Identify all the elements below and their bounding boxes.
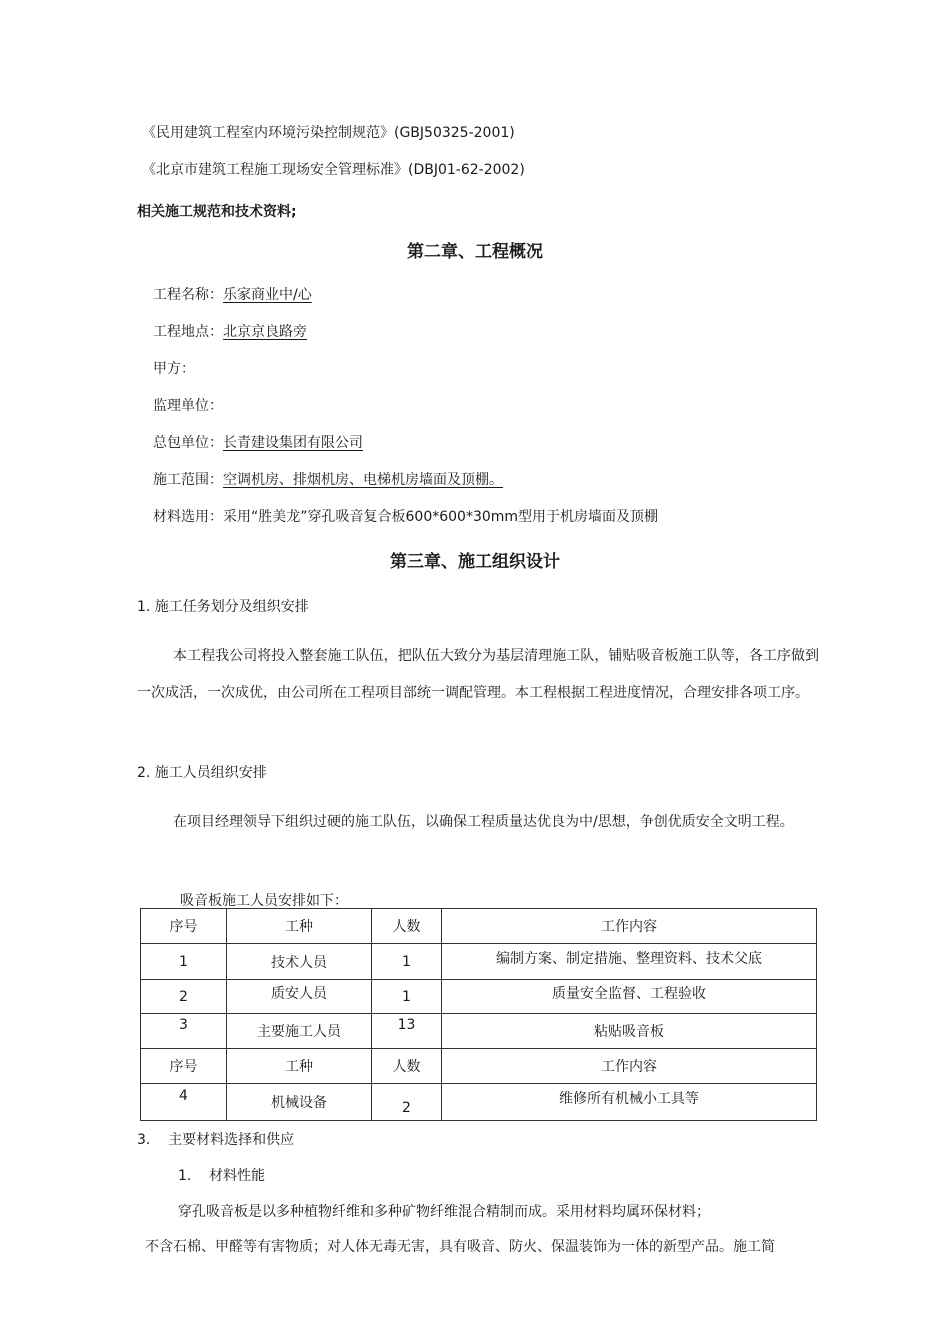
table-cell: 粘贴吸音板 bbox=[442, 1014, 817, 1049]
field-supervisor bbox=[153, 396, 223, 416]
table-cell: 1 bbox=[372, 944, 442, 980]
field-label: 材料选用： bbox=[153, 509, 223, 525]
table-cell: 机械设备 bbox=[227, 1084, 372, 1121]
table-row bbox=[141, 1084, 817, 1121]
table-cell: 质量安全监督、工程验收 bbox=[442, 980, 817, 1014]
section1-body: 本工程我公司将投入整套施工队伍，把队伍大致分为基层清理施工队，铺贴吸音板施工队等，各工序做到一次成活，一次成优，由公司所在工程项目部统一调配管理。本工程根据工程进度情况，合理安排各项工序。 bbox=[137, 648, 819, 701]
table-cell: 2 bbox=[372, 1084, 442, 1121]
table-cell: 质安人员 bbox=[227, 980, 372, 1014]
chapter3-title: 第三章、施工组织设计 bbox=[390, 552, 560, 572]
table-header-row bbox=[141, 1049, 817, 1084]
field-material bbox=[153, 507, 658, 527]
field-label: 工程地点： bbox=[153, 324, 223, 340]
chapter2-title: 第二章、工程概况 bbox=[407, 242, 543, 262]
table-cell: 2 bbox=[141, 980, 227, 1014]
section3-body-line1: 穿孔吸音板是以多种植物纤维和多种矿物纤维混合精制而成。采用材料均属环保材料； bbox=[178, 1204, 710, 1220]
table-cell: 编制方案、制定措施、整理资料、技术父底 bbox=[442, 944, 817, 980]
field-value: 北京京良路旁 bbox=[223, 324, 307, 340]
section1-title: 1. 施工任务划分及组织安排 bbox=[137, 599, 309, 615]
related-standards: 相关施工规范和技术资料; bbox=[137, 204, 297, 220]
field-project-location bbox=[153, 322, 307, 342]
table-cell: 3 bbox=[141, 1014, 227, 1049]
section3-body-line2: 不含石棉、甲醛等有害物质；对人体无毒无害，具有吸音、防火、保温装饰为一体的新型产品。施工简 bbox=[145, 1239, 775, 1255]
table-cell: 1 bbox=[372, 980, 442, 1014]
table-row bbox=[141, 1014, 817, 1049]
field-value: 空调机房、排烟机房、电梯机房墙面及顶棚。 bbox=[223, 472, 503, 488]
table-cell: 工作内容 bbox=[442, 1049, 817, 1084]
table-cell: 工作内容 bbox=[442, 909, 817, 944]
reference-2: 《北京市建筑工程施工现场安全管理标准》(DBJ01-62-2002) bbox=[142, 162, 525, 178]
table-cell: 1 bbox=[141, 944, 227, 980]
table-cell: 主要施工人员 bbox=[227, 1014, 372, 1049]
field-value: 长青建设集团有限公司 bbox=[223, 435, 363, 451]
field-party-a bbox=[153, 359, 195, 379]
table-caption: 吸音板施工人员安排如下： bbox=[180, 893, 348, 909]
table-cell: 工种 bbox=[227, 909, 372, 944]
table-row bbox=[141, 980, 817, 1014]
table-cell: 序号 bbox=[141, 909, 227, 944]
section3-subtitle: 1. 材料性能 bbox=[178, 1168, 266, 1184]
table-cell: 13 bbox=[372, 1014, 442, 1049]
field-general-contractor bbox=[153, 433, 363, 453]
section2-title: 2. 施工人员组织安排 bbox=[137, 765, 267, 781]
section3-title: 3. 主要材料选择和供应 bbox=[137, 1132, 295, 1148]
field-label: 总包单位： bbox=[153, 435, 223, 451]
field-label: 施工范围： bbox=[153, 472, 223, 488]
table-cell: 维修所有机械小工具等 bbox=[442, 1084, 817, 1121]
table-cell: 人数 bbox=[372, 1049, 442, 1084]
field-value: 乐家商业中/心 bbox=[223, 287, 312, 303]
field-label: 甲方： bbox=[153, 361, 195, 377]
table-cell: 技术人员 bbox=[227, 944, 372, 980]
field-project-name bbox=[153, 285, 312, 305]
field-value: 采用“胜美龙”穿孔吸音复合板600*600*30mm型用于机房墙面及顶棚 bbox=[223, 509, 659, 525]
section2-body: 在项目经理领导下组织过硬的施工队伍，以确保工程质量达优良为中/思想，争创优质安全文明工程。 bbox=[173, 814, 794, 830]
table-cell: 工种 bbox=[227, 1049, 372, 1084]
table-cell: 人数 bbox=[372, 909, 442, 944]
field-label: 监理单位： bbox=[153, 398, 223, 414]
table-cell: 序号 bbox=[141, 1049, 227, 1084]
table-cell: 4 bbox=[141, 1084, 227, 1121]
field-label: 工程名称： bbox=[153, 287, 223, 303]
table-header-row bbox=[141, 909, 817, 944]
table-row bbox=[141, 944, 817, 980]
staff-table bbox=[140, 908, 817, 1121]
field-scope bbox=[153, 470, 503, 490]
reference-1: 《民用建筑工程室内环境污染控制规范》(GBJ50325-2001) bbox=[142, 125, 515, 141]
